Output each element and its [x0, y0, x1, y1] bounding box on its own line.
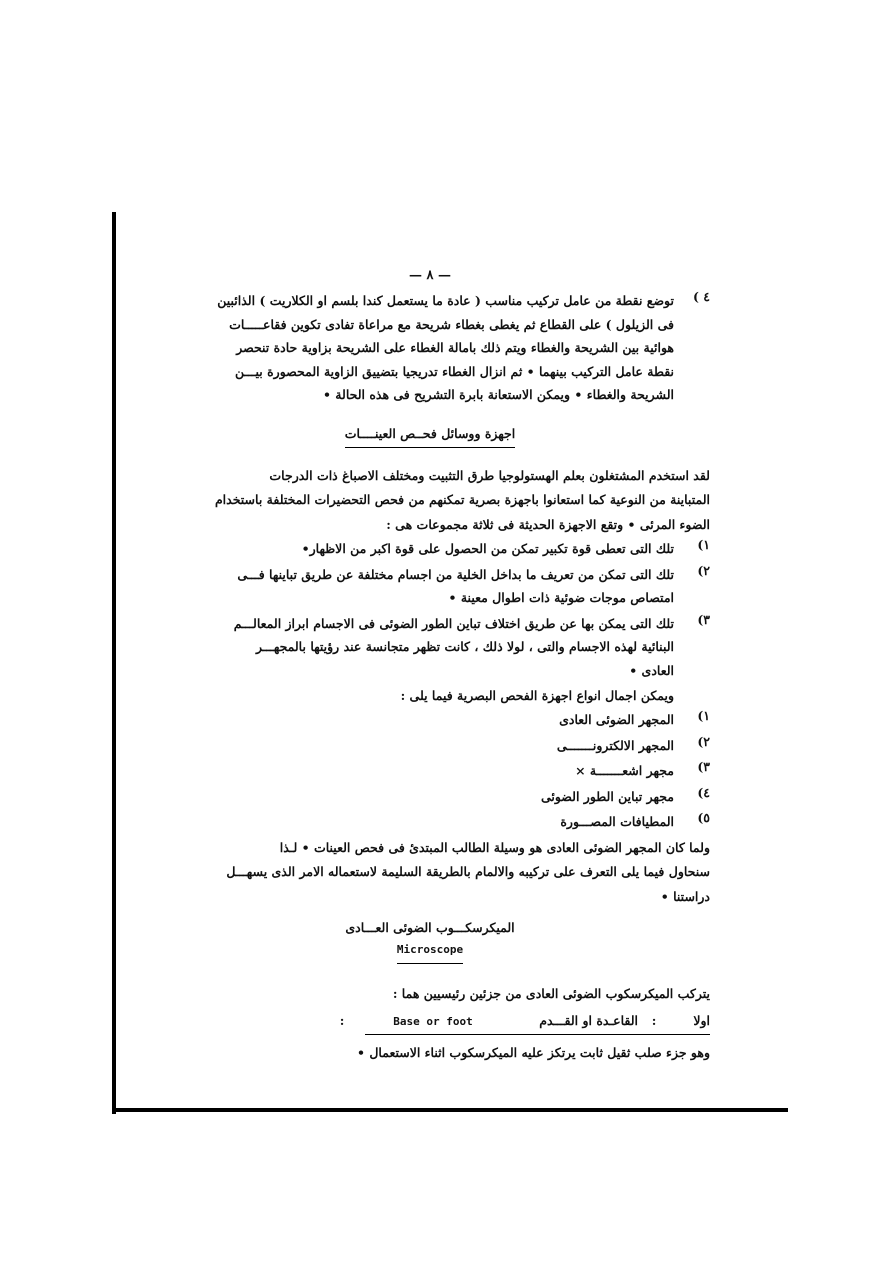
part-colon-2: :	[339, 1012, 345, 1028]
text-line: الشريحة والغطاء • ويمكن الاستعانة بابرة التشريح فى هذه الحالة •	[322, 387, 674, 402]
item-number: ٤ )	[693, 289, 710, 304]
text-line: هوائية بين الشريحة والغطاء ويتم ذلك بامالة الغطاء على الشريحة بزاوية حادة تنحصر	[236, 340, 674, 355]
item-text	[150, 289, 674, 407]
type-item-2	[150, 734, 710, 758]
closing-paragraph	[150, 836, 710, 910]
type-label: مجهر اشعـــــــة ×	[575, 763, 674, 778]
text-line: توضع نقطة من عامل تركيب مناسب ( عادة ما يستعمل كندا بلسم او الكلاريت ) الذائبين	[217, 293, 674, 308]
text-line: تلك التى يمكن بها عن طريق اختلاف تباين الطور الضوئى فى الاجسام ابراز المعالـــم	[233, 615, 674, 631]
item-number: ٢)	[697, 733, 710, 749]
heading-english: Microscope	[397, 939, 463, 964]
type-label: مجهر تباين الطور الضوئى	[540, 788, 674, 804]
heading-text: الميكرسكـــوب الضوئى العـــادى	[345, 920, 515, 935]
text-line: العادى •	[629, 662, 674, 678]
part-colon: :	[651, 1012, 657, 1028]
page-border-left	[112, 212, 116, 1114]
section-heading-microscope	[150, 917, 710, 964]
part-underline	[365, 1034, 710, 1035]
text-line: تلك التى تعطى قوة تكبير تمكن من الحصول على قوة اكبر من الاظهار•	[301, 541, 674, 556]
text-line: الضوء المرئى • وتقع الاجهزة الحديثة فى ثلاثة مجموعات هى :	[386, 516, 710, 532]
type-item-1	[150, 708, 710, 732]
page-border-bottom	[112, 1108, 788, 1112]
text-line: تلك التى تمكن من تعريف ما بداخل الخلية من اجسام مختلفة عن طريق تباينها فـــى	[237, 566, 674, 582]
type-label: المجهر الضوئى العادى	[559, 712, 674, 727]
type-label: المجهر الالكترونـــــــى	[556, 737, 674, 753]
group-item-3	[150, 612, 710, 683]
item-number: ١)	[697, 537, 710, 552]
text-line: سنحاول فيما يلى التعرف على تركيبه والالمام بالطريقة السليمة لاستعماله الامر الذى يسهـــل	[226, 864, 710, 879]
text-line: ولما كان المجهر الضوئى العادى هو وسيلة الطالب المبتدئ فى فحص العينات • لـذا	[279, 839, 710, 855]
text-line: المتباينة من النوعية كما استعانوا باجهزة بصرية تمكنهم من فحص التحضيرات المختلفة باستخدام	[214, 492, 710, 507]
part-description: وهو جزء صلب ثقيل ثابت يرتكز عليه الميكرسكوب اثناء الاستعمال •	[356, 1044, 710, 1060]
text-line: فى الزيلول ) على القطاع ثم يغطى بغطاء شريحة مع مراعاة تفادى تكوين فقاعـــــات	[229, 316, 674, 332]
text-line: امتصاص موجات ضوئية ذات اطوال معينة •	[448, 590, 674, 605]
item-number: ٣)	[697, 759, 710, 774]
item-number: ٣)	[697, 611, 710, 627]
text-line: نقطة عامل التركيب بينهما • ثم انزال الغطاء تدريجيا بتضييق الزاوية المحصورة بيـــن	[235, 363, 674, 379]
text-line: دراستنا •	[660, 888, 710, 904]
intro-paragraph	[150, 464, 710, 538]
section-heading-devices	[150, 423, 710, 448]
type-item-4	[150, 785, 710, 809]
part-name-english: Base or foot	[393, 1014, 473, 1028]
text-line: لقد استخدم المشتغلون بعلم الهستولوجيا طرق التثبيت ومختلف الاصباغ ذات الدرجات	[269, 467, 710, 483]
group-item-1	[150, 537, 710, 561]
item-number: ٥)	[697, 810, 710, 825]
heading-text: اجهزة ووسائل فحــص العينــــات	[345, 423, 516, 448]
type-label: المطيافات المصـــورة	[560, 814, 674, 829]
type-item-5	[150, 810, 710, 834]
document-page	[150, 268, 710, 1065]
part-name-arabic: القاعـدة او القـــدم	[539, 1012, 638, 1028]
part-row-base	[150, 1009, 710, 1034]
numbered-item-4	[150, 289, 710, 407]
part-ordinal: اولا	[693, 1012, 710, 1028]
item-number: ٢)	[697, 562, 710, 578]
item-number: ١)	[697, 708, 710, 723]
types-lead: ويمكن اجمال انواع اجهزة الفحص البصرية فيما يلى :	[400, 688, 674, 703]
group-item-2	[150, 563, 710, 610]
text-line: البنائية لهذه الاجسام والتى ، لولا ذلك ، كانت تظهر متجانسة عند رؤيتها بالمجهـــر	[255, 639, 674, 654]
page-number: — ٨ —	[408, 268, 452, 283]
item-number: ٤)	[697, 784, 710, 800]
parts-lead: يتركب الميكرسكوب الضوئى العادى من جزئين رئيسيين هما :	[392, 986, 710, 1001]
type-item-3	[150, 759, 710, 783]
